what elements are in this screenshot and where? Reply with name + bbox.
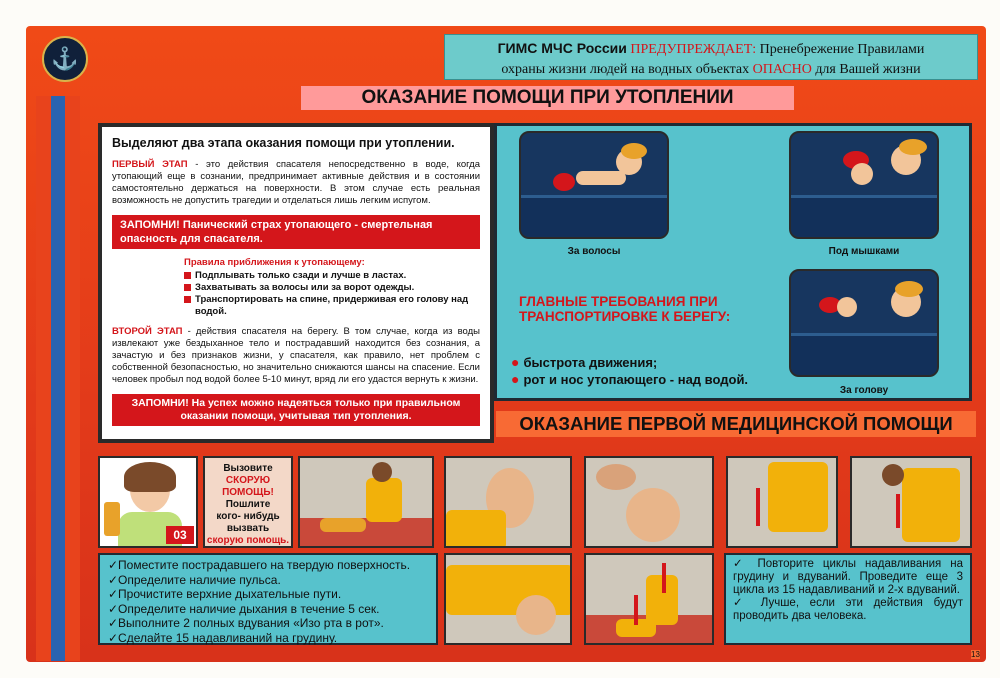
step-item: ✓Прочистите верхние дыхательные пути. — [108, 587, 342, 601]
page-title: ОКАЗАНИЕ ПОМОЩИ ПРИ УТОПЛЕНИИ — [301, 86, 794, 110]
step-item: ✓ Повторите циклы надавливания на грудину и вдуваний. Проведите еще 3 цикла из 15 надавливаний и 2-х вдуваний. — [733, 558, 963, 596]
requirement-text: быстрота движения; — [523, 355, 658, 370]
rescuer-hand — [596, 464, 636, 490]
rule-text: Подплывать только сзади и лучше в ластах. — [195, 270, 407, 281]
caption-under-arms: Под мышками — [828, 246, 900, 257]
rescuer-figure — [366, 478, 402, 522]
emergency-number-badge: 03 — [166, 526, 194, 544]
warning-banner — [444, 34, 978, 80]
photo-victim-on-floor — [298, 456, 434, 548]
call-line: СКОРУЮ — [225, 475, 271, 486]
step-item: ✓ Лучше, если эти действия будут проводить два человека. — [733, 597, 963, 622]
step-item: ✓Выполните 2 полных вдувания «Изо рта в рот». — [108, 616, 384, 630]
danger-word: ОПАСНО — [752, 62, 812, 77]
caption-by-head: За голову — [839, 385, 889, 396]
anchor-emblem-icon: ⚓ — [42, 36, 88, 82]
rescuer-arm — [576, 171, 626, 185]
warns-word: ПРЕДУПРЕЖДАЕТ: — [630, 42, 757, 57]
step-item: ✓Сделайте 15 надавливаний на грудину. — [108, 630, 338, 645]
approach-rules — [184, 257, 480, 318]
requirement-item — [511, 354, 748, 371]
call-line: кого- нибудь — [216, 511, 280, 522]
rescuer-hair — [899, 139, 927, 155]
illustration-under-arms — [789, 131, 939, 239]
water — [521, 195, 667, 237]
transport-requirements-list — [511, 354, 748, 388]
illustration-by-hair — [519, 131, 669, 239]
rescuer-hair — [895, 281, 923, 297]
step-item: ✓Определите наличие пульса. — [108, 572, 281, 587]
transport-panel — [494, 123, 972, 401]
bullet-square-icon — [184, 284, 191, 291]
phone-call-illustration — [98, 456, 198, 548]
up-arrow-icon — [662, 563, 666, 593]
photo-chest-compression — [726, 456, 838, 548]
step-item: ✓Поместите пострадавшего на твердую поверхность. — [108, 558, 411, 572]
flag-stripes — [36, 96, 80, 661]
stage1-label: ПЕРВЫЙ ЭТАП — [112, 159, 188, 170]
bullet-square-icon — [184, 272, 191, 279]
rescuer-figure — [768, 462, 828, 532]
water — [791, 333, 937, 375]
down-arrow-icon — [634, 595, 638, 625]
warn-line1: Пренебрежение Правилами — [759, 42, 925, 57]
victim-face — [851, 163, 873, 185]
victim-face — [837, 297, 857, 317]
warn-line2b: для Вашей жизни — [815, 62, 921, 77]
rescuer-head — [882, 464, 904, 486]
illustration-by-head — [789, 269, 939, 377]
victim-figure — [320, 518, 366, 532]
photo-two-rescuers — [584, 553, 714, 645]
photo-mouth-to-mouth — [444, 553, 572, 645]
rule-text: Захватывать за волосы или за ворот одежды. — [195, 282, 415, 293]
stage1-text: - это действия спасателя непосредственно в воде, когда утопающий еще в сознании, предпринимает активные действия и в состоянии самостоятельно держаться на поверхности. В этом случае есть реальная возможность не допустить трагедии и отделаться лишь легким испугом. — [112, 159, 481, 206]
victim-face — [516, 595, 556, 635]
rules-title: Правила приближения к утопающему: — [184, 257, 365, 268]
call-line: вызвать — [226, 523, 270, 534]
warn-line2a: охраны жизни людей на водных объектах — [501, 62, 750, 77]
rescuer-head — [372, 462, 392, 482]
bullet-square-icon — [184, 296, 191, 303]
victim-face — [626, 488, 680, 542]
rescuer-figure — [446, 510, 506, 548]
first-aid-steps — [98, 553, 438, 645]
stages-panel — [98, 123, 494, 443]
org-name: ГИМС МЧС России — [497, 40, 627, 56]
rescuer-hair — [621, 143, 647, 159]
call-line: скорую помощь. — [206, 535, 290, 546]
bullet-dot-icon: ● — [511, 354, 520, 370]
up-down-arrow-icon — [756, 488, 760, 526]
caption-by-hair: За волосы — [567, 246, 621, 257]
stage2-label: ВТОРОЙ ЭТАП — [112, 326, 183, 337]
caller-hair — [124, 462, 176, 492]
first-aid-title: ОКАЗАНИЕ ПЕРВОЙ МЕДИЦИНСКОЙ ПОМОЩИ — [496, 411, 976, 437]
poster — [26, 26, 986, 662]
call-line: Вызовите — [223, 463, 273, 474]
photo-clear-airway — [444, 456, 572, 548]
call-line: ПОМОЩЬ! — [222, 487, 274, 498]
requirement-text: рот и нос утопающего - над водой. — [523, 372, 749, 387]
repeat-cycles-note — [724, 553, 972, 645]
requirement-item — [511, 371, 748, 388]
stage1-paragraph — [112, 159, 480, 207]
rule-item — [184, 270, 480, 282]
water — [791, 195, 937, 237]
rule-item — [184, 282, 480, 294]
page-number: 13 — [971, 650, 980, 659]
bullet-dot-icon: ● — [511, 371, 520, 387]
remember-note-2: ЗАПОМНИ! На успех можно надеяться только при правильном оказании помощи, учитывая тип утопления. — [112, 394, 480, 426]
up-down-arrow-icon — [896, 494, 900, 528]
stages-heading: Выделяют два этапа оказания помощи при утоплении. — [112, 136, 455, 150]
victim-hair — [553, 173, 575, 191]
call-ambulance-box — [203, 456, 293, 548]
call-line: Пошлите — [225, 499, 271, 510]
photo-chest-compression-2 — [850, 456, 972, 548]
step-item: ✓Определите наличие дыхания в течение 5 сек. — [108, 601, 380, 616]
rule-text: Транспортировать на спине, придерживая его голову над водой. — [195, 294, 469, 317]
phone-icon — [104, 502, 120, 536]
photo-check-breathing — [584, 456, 714, 548]
remember-note-1: ЗАПОМНИ! Панический страх утопающего - смертельная опасность для спасателя. — [112, 215, 480, 249]
rescuer-figure — [902, 468, 960, 542]
rule-item — [184, 294, 480, 318]
transport-requirements-title: ГЛАВНЫЕ ТРЕБОВАНИЯ ПРИ ТРАНСПОРТИРОВКЕ К БЕРЕГУ: — [519, 294, 731, 324]
stage2-paragraph — [112, 326, 480, 386]
stage2-text: - действия спасателя на берегу. В том случае, когда из воды извлекают уже бездыханное тело и пострадавший находится без сознания, а зачастую и без признаков жизни, у спасателя, как правило, нет проблем с собственной безопасностью, но значительно снижаются шансы на спасение. Если человек пробыл под водой более 5-10 минут, вряд ли его удастся вернуть к жизни. — [112, 326, 480, 385]
